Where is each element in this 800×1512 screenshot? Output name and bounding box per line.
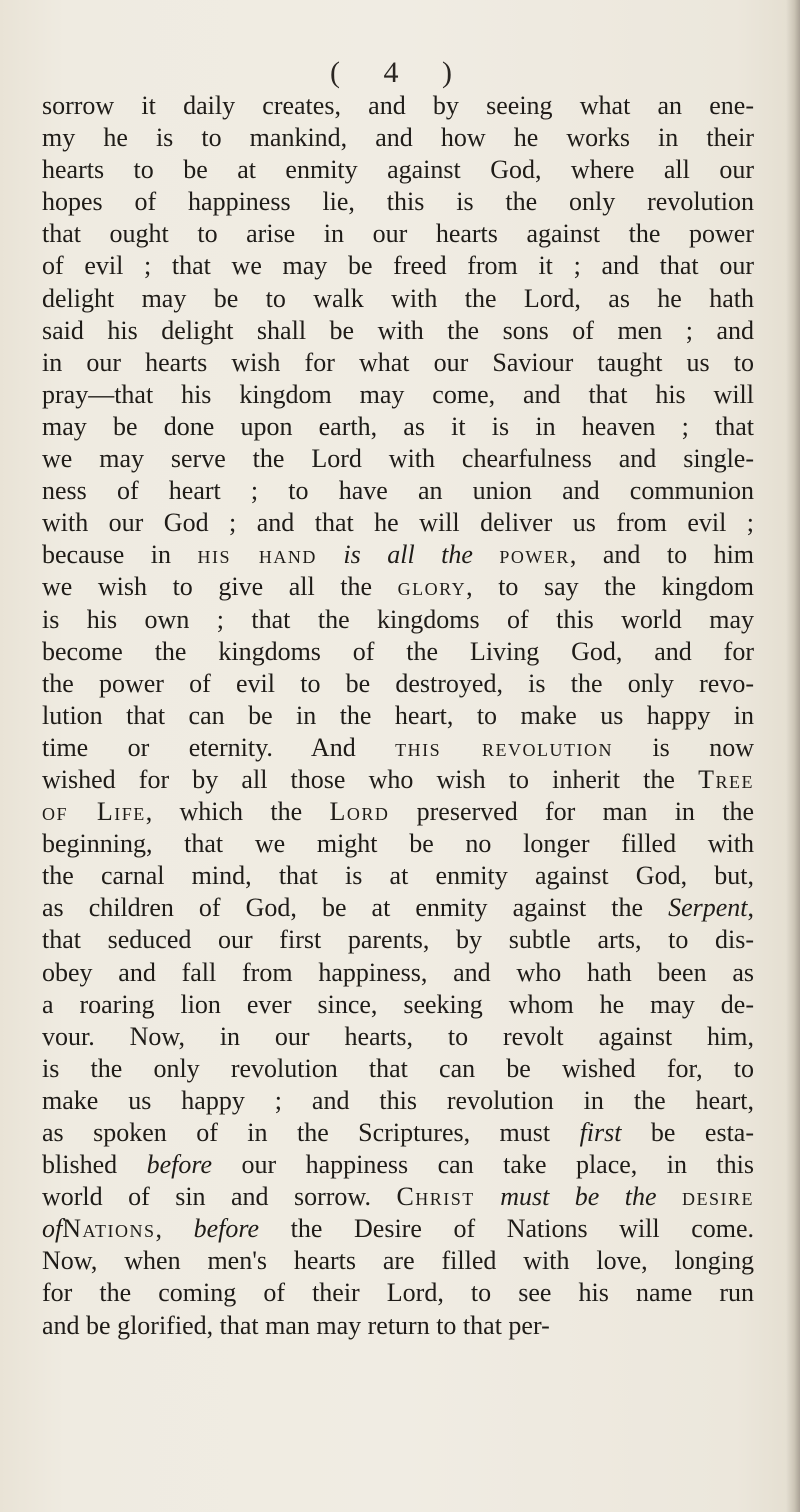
text-line	[42, 347, 754, 379]
page-edge-shadow	[786, 0, 800, 1512]
text-run: hopes of happiness lie, this is the only revolution	[42, 187, 754, 217]
text-run: we may serve the Lord with chearfulness and single-	[42, 444, 754, 474]
text-line	[42, 732, 754, 764]
text-run: must be the	[500, 1182, 657, 1212]
text-run: time or eternity. And	[42, 732, 396, 762]
text-run: , to say the kingdom	[466, 572, 754, 602]
text-run: the power of evil to be destroyed, is the only revo-	[42, 668, 754, 698]
text-run: may be done upon earth, as it is in heaven ; that	[42, 411, 754, 441]
text-line	[42, 475, 754, 507]
text-line	[42, 1277, 754, 1309]
text-run: before	[146, 1150, 213, 1180]
text-run: make us happy ; and this revolution in the heart,	[42, 1085, 754, 1115]
text-run: as children of God, be at enmity against the	[42, 893, 669, 923]
text-run	[475, 1182, 500, 1211]
text-run: blished	[42, 1150, 147, 1180]
text-line	[42, 315, 754, 347]
text-line	[42, 154, 754, 186]
text-run: because in	[42, 540, 198, 570]
text-line	[42, 379, 754, 411]
page-number: ( 4 )	[330, 56, 470, 89]
text-run: be esta-	[621, 1118, 754, 1147]
text-run: pray—that his kingdom may come, and that his will	[42, 379, 754, 409]
text-line	[42, 860, 754, 892]
text-run: that seduced our first parents, by subtle arts, to dis-	[42, 925, 754, 955]
text-run: , which the	[145, 797, 330, 827]
text-line	[42, 636, 754, 668]
text-run: we wish to give all the	[42, 572, 398, 602]
text-run: sorrow it daily creates, and by seeing what an ene-	[42, 91, 754, 120]
text-run: that ought to arise in our hearts against the power	[42, 219, 754, 249]
text-line	[42, 957, 754, 989]
text-line	[42, 283, 754, 315]
text-line	[42, 668, 754, 700]
text-line	[42, 1053, 754, 1085]
text-run: world of sin and sorrow.	[42, 1182, 397, 1212]
text-run: my he is to mankind, and how he works in their	[42, 123, 754, 153]
text-run: vour. Now, in our hearts, to revolt against him,	[42, 1021, 754, 1051]
text-run: of evil ; that we may be freed from it ; and that our	[42, 251, 754, 281]
text-run: ,	[155, 1214, 194, 1244]
text-line	[42, 700, 754, 732]
body-text	[42, 90, 754, 1342]
text-run: glory	[397, 572, 467, 602]
text-run: ness of heart ; to have an union and communion	[42, 476, 754, 506]
text-run: is now	[613, 732, 754, 762]
text-run: of	[42, 1214, 63, 1244]
text-run: wished for by all those who wish to inherit the	[42, 764, 699, 794]
text-run: Christ	[396, 1182, 475, 1212]
text-run: Serpent	[668, 893, 748, 923]
text-run: , and to him	[569, 540, 755, 570]
text-run: Now, when men's hearts are filled with love, longing	[42, 1246, 754, 1276]
text-run: delight may be to walk with the Lord, as he hath	[42, 283, 754, 313]
text-run: obey and fall from happiness, and who hath been as	[42, 957, 754, 987]
text-line	[42, 250, 754, 282]
text-run: in our hearts wish for what our Saviour taught us to	[42, 347, 754, 377]
text-line	[42, 1213, 754, 1245]
text-line	[42, 989, 754, 1021]
text-run: first	[579, 1118, 622, 1147]
text-line	[42, 1245, 754, 1277]
text-run: Nations	[62, 1214, 156, 1244]
text-run: and be glorified, that man may return to that per-	[42, 1310, 550, 1340]
text-run: become the kingdoms of the Living God, and for	[42, 636, 754, 666]
text-line	[42, 507, 754, 539]
text-run: of Life	[42, 797, 146, 827]
text-run	[657, 1182, 682, 1211]
text-line	[42, 604, 754, 636]
text-run: Lord	[329, 797, 390, 827]
text-line	[42, 764, 754, 796]
text-run: power	[499, 540, 570, 570]
text-line	[42, 1181, 754, 1213]
text-run: as spoken of in the Scriptures, must	[42, 1118, 580, 1147]
text-line	[42, 796, 754, 828]
text-line	[42, 828, 754, 860]
text-run	[473, 540, 499, 569]
text-run: is all the	[343, 540, 473, 570]
text-run: ,	[747, 893, 754, 923]
text-line	[42, 924, 754, 956]
text-run: this revolution	[395, 732, 614, 762]
text-line	[42, 892, 754, 924]
text-line	[42, 122, 754, 154]
text-line	[42, 411, 754, 443]
text-run: desire	[682, 1182, 755, 1212]
text-run: with our God ; and that he will deliver us from evil ;	[42, 508, 754, 538]
text-line	[42, 1117, 754, 1149]
text-run: is his own ; that the kingdoms of this world may	[42, 604, 754, 634]
text-line	[42, 186, 754, 218]
text-run: the Desire of Nations will come.	[259, 1214, 754, 1244]
text-run: said his delight shall be with the sons of men ; and	[42, 315, 754, 345]
text-line	[42, 1021, 754, 1053]
text-line	[42, 443, 754, 475]
text-line	[42, 571, 754, 603]
text-run: beginning, that we might be no longer filled with	[42, 829, 754, 859]
text-run: Tree	[698, 764, 754, 794]
text-run	[317, 540, 343, 569]
text-run: our happiness can take place, in this	[212, 1150, 755, 1180]
text-run: lution that can be in the heart, to make us happy in	[42, 700, 754, 730]
text-run: preserved for man in the	[389, 797, 754, 827]
text-run: hearts to be at enmity against God, where all our	[42, 155, 754, 185]
text-line	[42, 539, 754, 571]
text-line	[42, 1149, 754, 1181]
text-run: a roaring lion ever since, seeking whom he may de-	[42, 989, 754, 1019]
text-line	[42, 1085, 754, 1117]
text-line	[42, 90, 754, 122]
text-line	[42, 1310, 754, 1342]
text-run: before	[193, 1214, 260, 1244]
text-run: is the only revolution that can be wished for, to	[42, 1053, 754, 1083]
text-line	[42, 218, 754, 250]
text-run: his hand	[197, 540, 317, 570]
text-run: for the coming of their Lord, to see his name run	[42, 1278, 754, 1308]
text-run: the carnal mind, that is at enmity against God, but,	[42, 861, 754, 891]
